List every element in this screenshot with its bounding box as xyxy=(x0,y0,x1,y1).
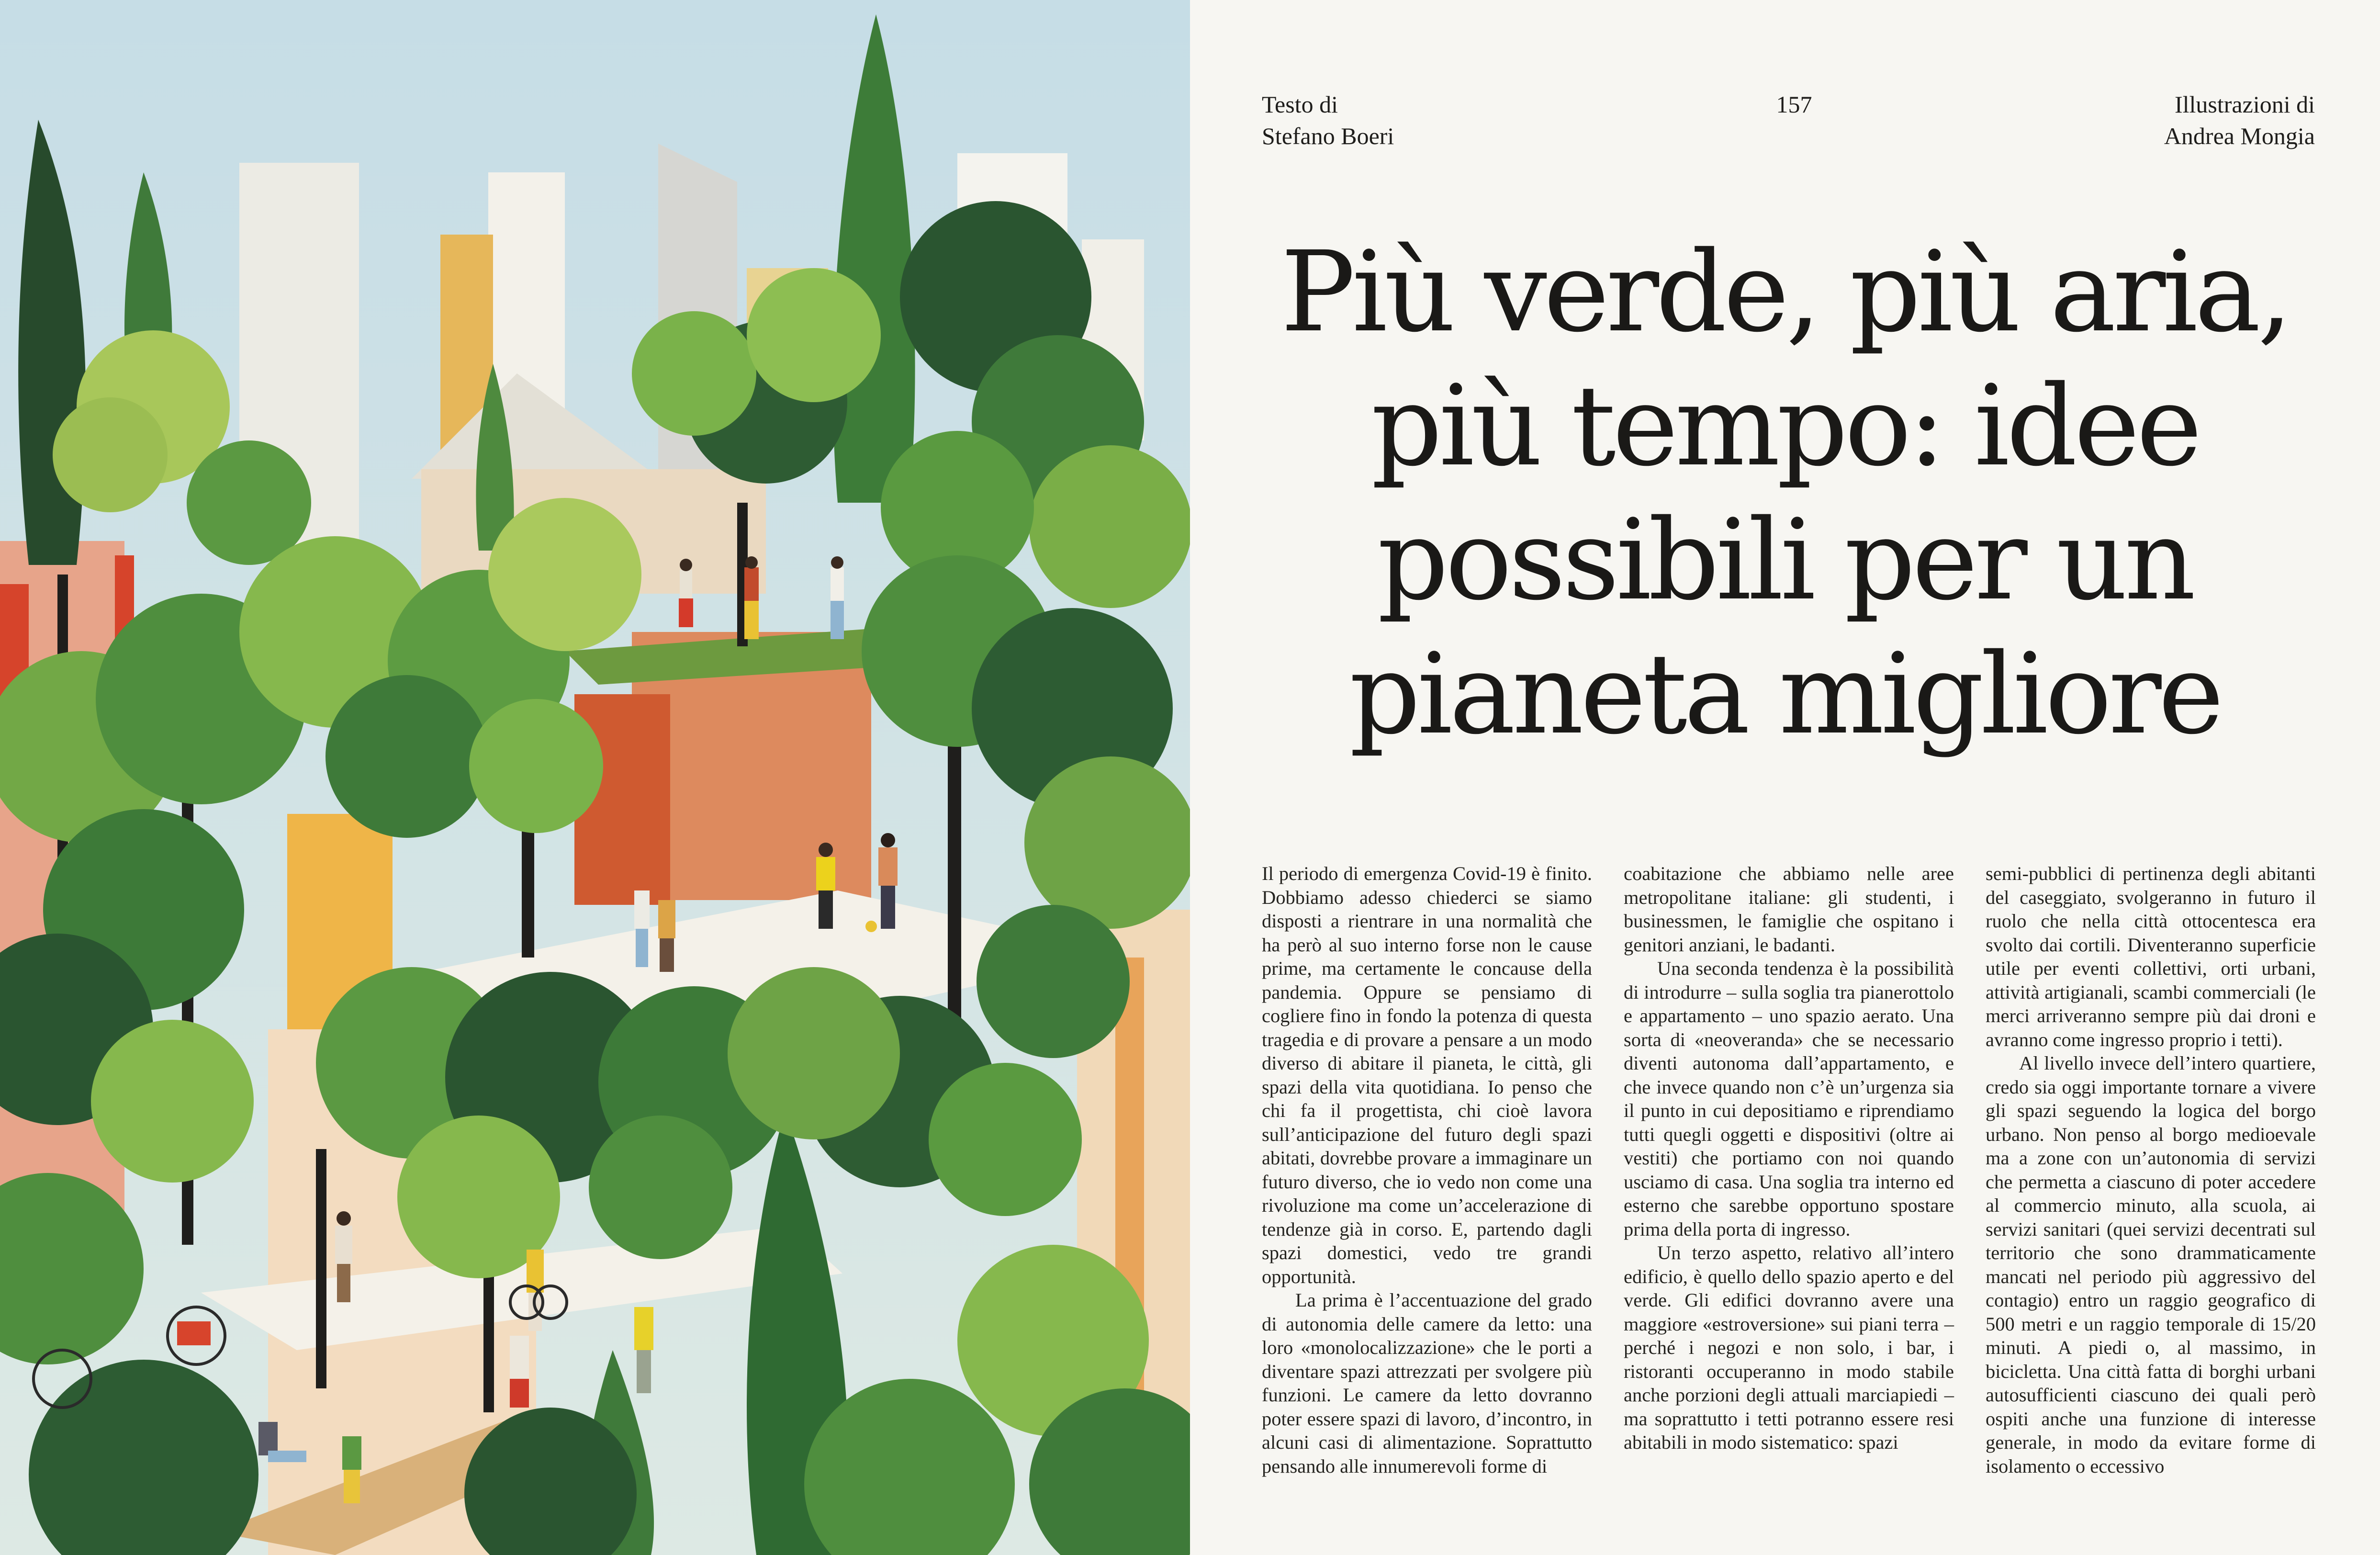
headline-line: Più verde, più aria, xyxy=(1280,227,2290,357)
author-credit-line-1: Testo di xyxy=(1262,91,1338,118)
text-column-1 xyxy=(1262,862,1592,1478)
body-paragraph: Una seconda tendenza è la possibilità di introdurre – sulla soglia tra pianerottolo e appartamento – uno spazio aerato. Una sorta di «neoveranda» che se necessario diventi autonoma dall’appartamento, e che invece quando non c’è un’urgenza sia il punto in cui depositiamo e riprendiamo tutti quegli oggetti e dispositivi (oltre ai vestiti) che portiamo con noi quando usciamo di casa. Una soglia tra interno ed esterno che sarebbe opportuno spostare prima della porta di ingresso. xyxy=(1624,958,1954,1240)
body-paragraph: La prima è l’accentuazione del grado di autonomia delle camere da letto: una loro «monolocalizzazione» che le porti a diventare spazi attrezzati per svolgere più funzioni. Le camere da letto dovranno poter essere spazi di lavoro, d’incontro, in alcuni casi di alimentazione. Soprattutto pensando alle innumerevoli forme di xyxy=(1262,1289,1592,1477)
body-paragraph: Il periodo di emergenza Covid-19 è finito. Dobbiamo adesso chiederci se siamo disposti a rientrare in una normalità che ha però al suo interno forse non le cause prime, ma certamente le concause della pandemia. Oppure se pensiamo di cogliere fino in fondo la potenza di questa tragedia e di provare a pensare a un modo diverso di abitare il pianeta, le città, gli spazi della vita quotidiana. Io penso che chi fa il progettista, chi cioè lavora sull’anticipazione del futuro degli spazi abitati, dovrebbe provare a immaginare un futuro diverso, che io vedo non come una rivoluzione ma come un’accelerazione di tendenze già in corso. E, partendo dagli spazi domestici, vedo tre grandi opportunità. xyxy=(1262,863,1592,1287)
text-column-2 xyxy=(1624,862,1954,1454)
author-credit xyxy=(1262,89,1394,152)
illustrator-credit-line-1: Illustrazioni di xyxy=(2175,91,2315,118)
illustrator-credit-line-2: Andrea Mongia xyxy=(2164,123,2315,149)
body-paragraph: Un terzo aspetto, relativo all’intero edificio, è quello dello spazio aperto e del verde. Gli edifici dovranno avere una maggiore «estroversione» sui piani terra – perché i negozi e non solo, i bar, i ristoranti occuperanno in modo stabile anche porzioni degli attuali marciapiedi – ma soprattutto i tetti potranno essere resi abitabili in modo sistematico: spazi xyxy=(1624,1242,1954,1453)
headline-line: possibili per un xyxy=(1377,496,2193,625)
page-number: 157 xyxy=(1776,91,1812,118)
body-paragraph: semi-pubblici di pertinenza degli abitanti del caseggiato, svolgeranno in futuro il ruolo che nella città ottocentesca era svolto dai cortili. Diventeranno superficie utile per eventi collettivi, orti urbani, attività artigianali, scambi commerciali (le merci arriveranno sempre più dai droni e avranno come ingresso proprio i tetti). xyxy=(1986,863,2316,1050)
article-page xyxy=(1190,0,2380,1555)
body-paragraph: Al livello invece dell’intero quartiere, credo sia oggi importante tornare a vivere gli spazi seguendo la logica del borgo urbano. Non penso al borgo medioevale ma a zone con un’autonomia di servizi che permetta a ciascuno di poter accedere al commercio minuto, alla scuola, ai servizi sanitari (quei servizi decentrati sul territorio che sono drammaticamente mancati nel periodo più aggressivo del contagio) entro un raggio geografico di 500 metri e un raggio temporale di 15/20 minuti. A piedi o, al massimo, in bicicletta. Una città fatta di borghi urbani autosufficienti ciascuno dei quali però ospiti anche una funzione di interesse generale, in modo da evitare forme di isolamento o eccessivo xyxy=(1986,1052,2316,1477)
text-column-3 xyxy=(1986,862,2316,1478)
headline-line: più tempo: idee xyxy=(1371,361,2199,491)
author-credit-line-2: Stefano Boeri xyxy=(1262,123,1394,149)
illustrator-credit xyxy=(2164,89,2315,152)
article-headline xyxy=(1190,225,2380,761)
body-paragraph: coabitazione che abbiamo nelle aree metropolitane italiane: gli studenti, i businessmen, le famiglie che ospitano i genitori anziani, le badanti. xyxy=(1624,863,1954,956)
headline-line: pianeta migliore xyxy=(1349,630,2221,759)
